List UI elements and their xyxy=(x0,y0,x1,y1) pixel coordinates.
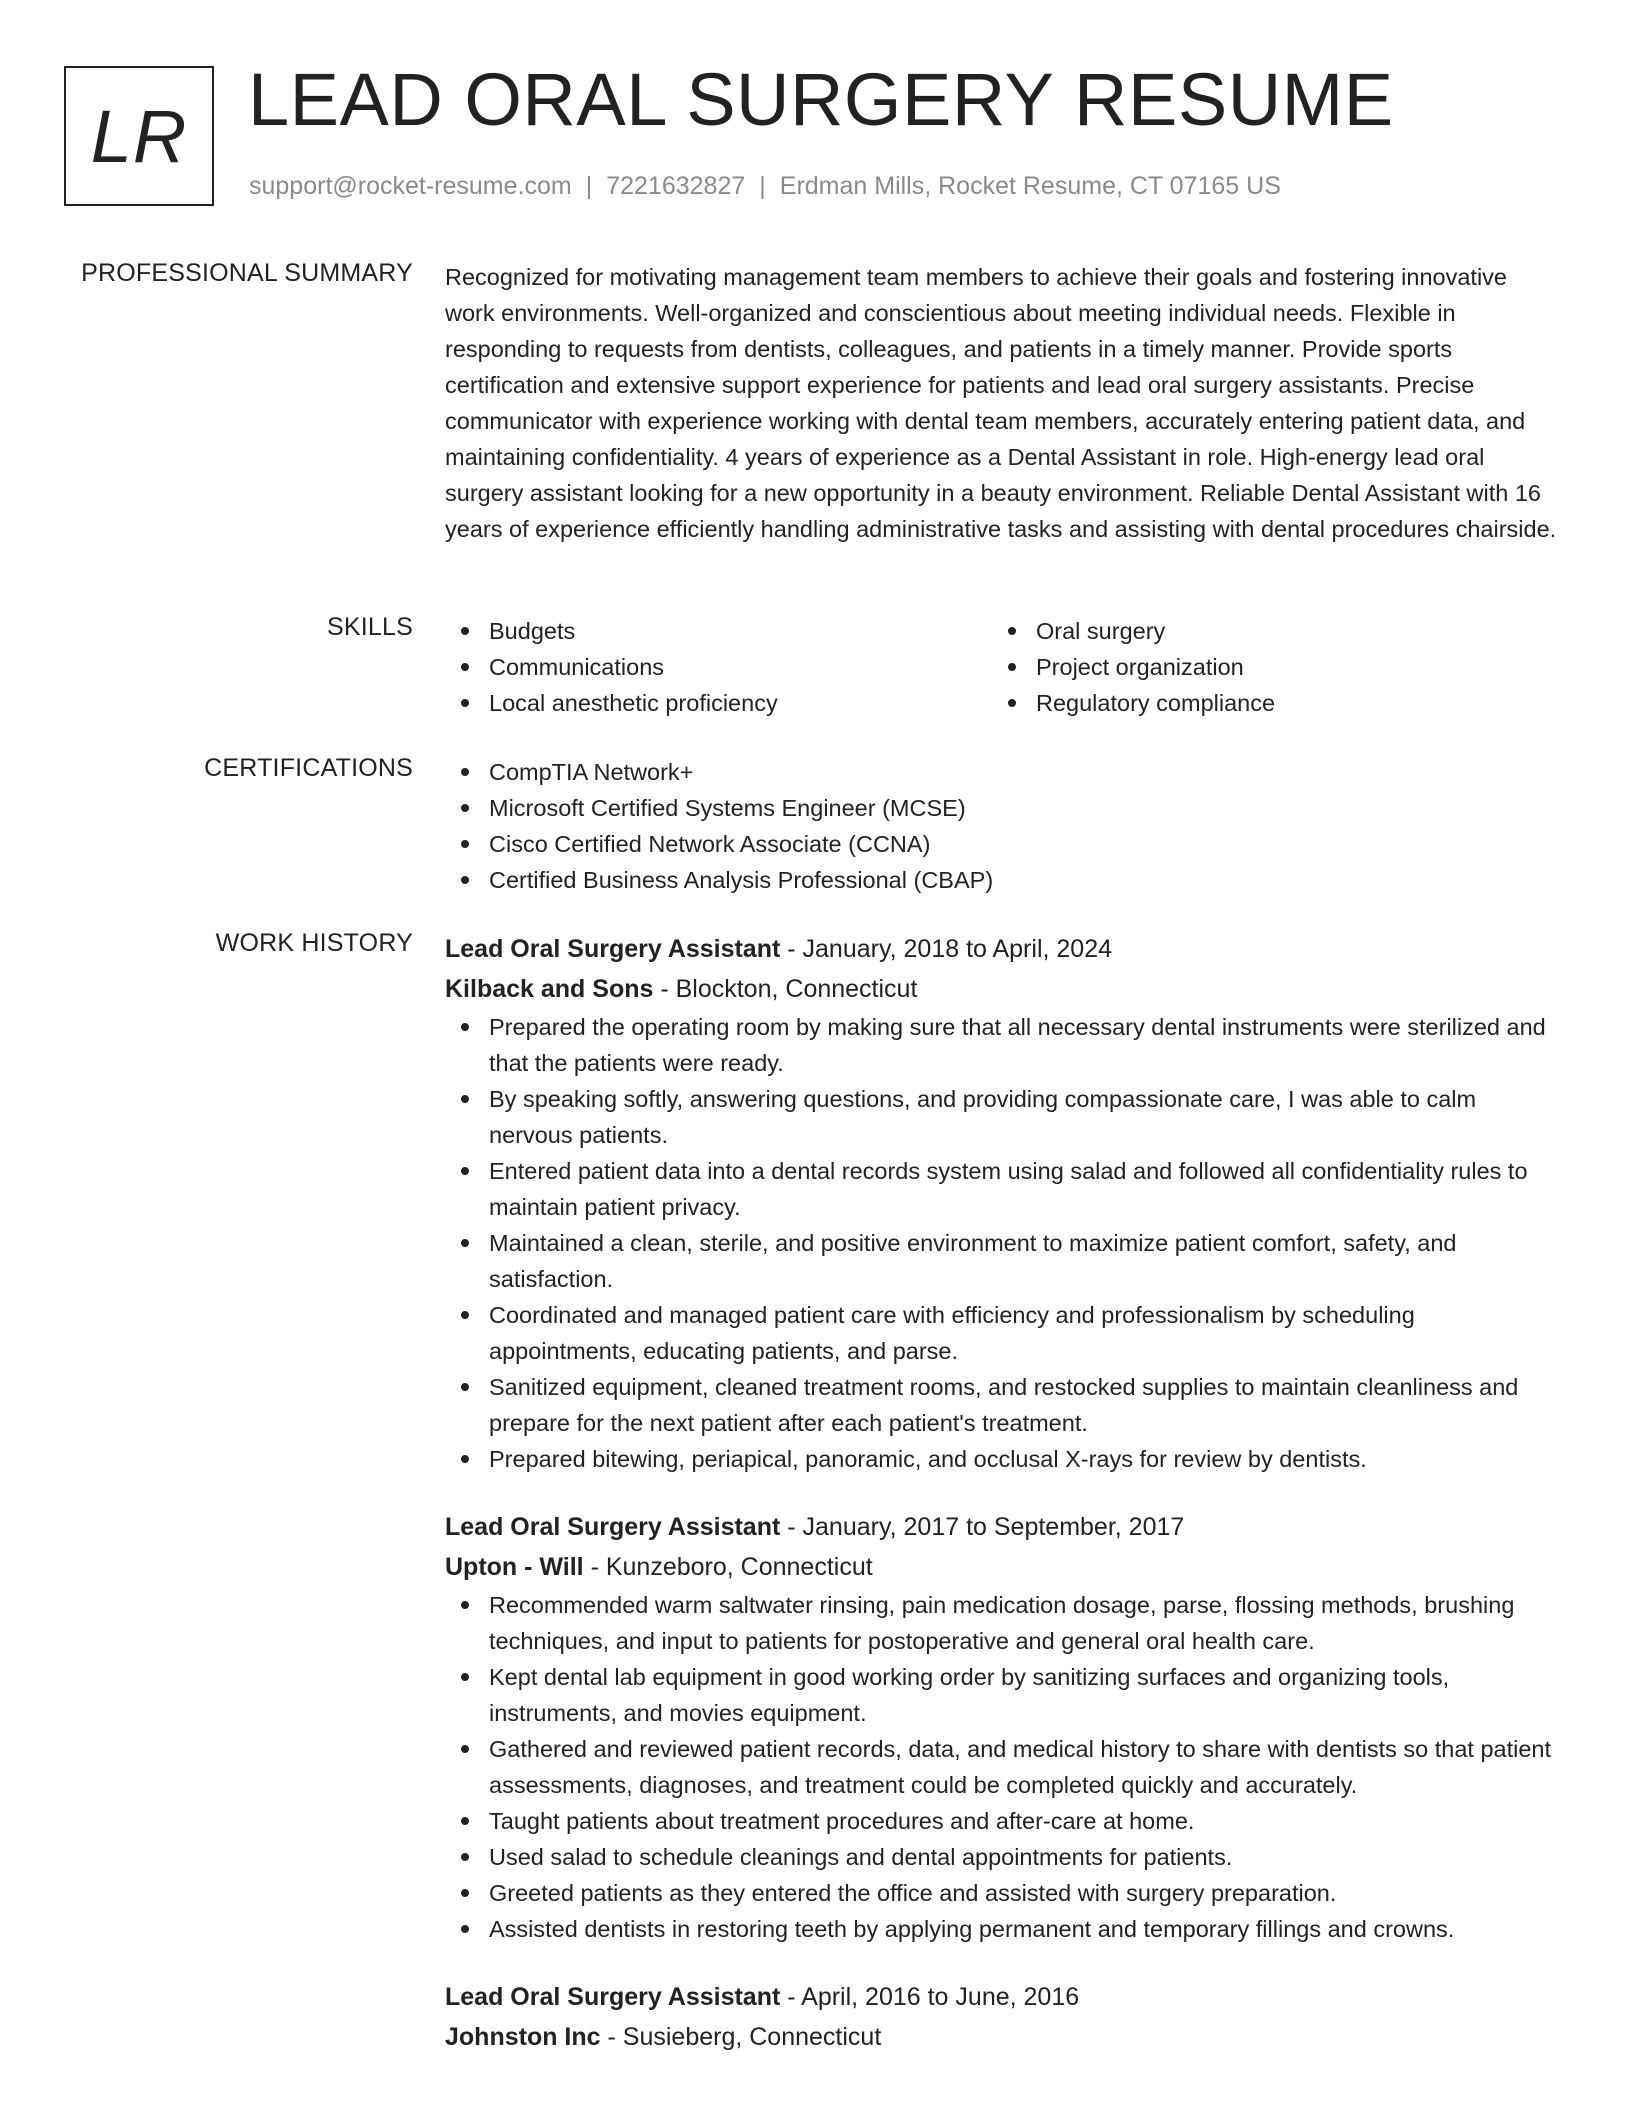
job-entry xyxy=(445,1977,1558,2057)
job-location: - Blockton, Connecticut xyxy=(653,975,918,1003)
bullet-dot xyxy=(461,1853,469,1861)
list-item: Coordinated and managed patient care with efficiency and professionalism by scheduling appointments, educating patients, and parse. xyxy=(489,1297,1558,1369)
list-item: Assisted dentists in restoring teeth by applying permanent and temporary fillings and crowns. xyxy=(489,1911,1558,1947)
skills-list-left xyxy=(445,613,992,721)
bullet-dot xyxy=(1008,699,1016,707)
job-bullets xyxy=(445,1587,1558,1947)
bullet-dot xyxy=(461,1925,469,1933)
section-label: PROFESSIONAL SUMMARY xyxy=(81,259,413,287)
bullet-dot xyxy=(461,840,469,848)
work-history-body xyxy=(445,929,1558,2057)
job-title-line xyxy=(445,1977,1558,2017)
bullet-dot xyxy=(461,1889,469,1897)
list-item: Regulatory compliance xyxy=(1036,685,1539,721)
bullet-dot xyxy=(461,627,469,635)
list-item: Microsoft Certified Systems Engineer (MCSE) xyxy=(489,790,1558,826)
bullet-dot xyxy=(461,1673,469,1681)
job-title-line xyxy=(445,1507,1558,1547)
job-dates: - April, 2016 to June, 2016 xyxy=(780,1983,1080,2011)
contact-address: Erdman Mills, Rocket Resume, CT 07165 US xyxy=(779,172,1281,200)
list-item: Local anesthetic proficiency xyxy=(489,685,992,721)
list-item: Oral surgery xyxy=(1036,613,1539,649)
bullet-dot xyxy=(461,1095,469,1103)
job-bullets xyxy=(445,1009,1558,1477)
list-item: By speaking softly, answering questions, and providing compassionate care, I was able to calm nervous patients. xyxy=(489,1081,1558,1153)
bullet-dot xyxy=(461,699,469,707)
bullet-dot xyxy=(461,1601,469,1609)
list-item: Maintained a clean, sterile, and positive environment to maximize patient comfort, safety, and satisfaction. xyxy=(489,1225,1558,1297)
list-item: Project organization xyxy=(1036,649,1539,685)
list-item: Taught patients about treatment procedures and after-care at home. xyxy=(489,1803,1558,1839)
contact-separator: | xyxy=(759,172,766,200)
bullet-dot xyxy=(461,1455,469,1463)
certifications-list xyxy=(445,754,1558,898)
resume-title: LEAD ORAL SURGERY RESUME xyxy=(248,58,1394,141)
bullet-dot xyxy=(461,1817,469,1825)
job-dates: - January, 2018 to April, 2024 xyxy=(780,935,1113,963)
list-item: Entered patient data into a dental records system using salad and followed all confidentiality rules to maintain patient privacy. xyxy=(489,1153,1558,1225)
job-title-line xyxy=(445,929,1558,969)
job-company-line xyxy=(445,2017,1558,2057)
list-item: Prepared bitewing, periapical, panoramic, and occlusal X-rays for review by dentists. xyxy=(489,1441,1558,1477)
skills-grid xyxy=(445,613,1558,721)
bullet-dot xyxy=(1008,663,1016,671)
contact-email: support@rocket-resume.com xyxy=(249,172,572,200)
list-item: Budgets xyxy=(489,613,992,649)
job-entry xyxy=(445,1507,1558,1947)
summary-body xyxy=(445,259,1558,547)
job-title: Lead Oral Surgery Assistant xyxy=(445,1983,781,2011)
job-company-line xyxy=(445,1547,1558,1587)
section-label: WORK HISTORY xyxy=(215,929,413,957)
skills-list-right xyxy=(992,613,1539,721)
bullet-dot xyxy=(461,1745,469,1753)
list-item: Prepared the operating room by making sure that all necessary dental instruments were sterilized and that the patients were ready. xyxy=(489,1009,1558,1081)
bullet-dot xyxy=(461,1023,469,1031)
job-company: Johnston Inc xyxy=(445,2023,601,2051)
bullet-dot xyxy=(461,1239,469,1247)
list-item: Used salad to schedule cleanings and dental appointments for patients. xyxy=(489,1839,1558,1875)
job-company-line xyxy=(445,969,1558,1009)
bullet-dot xyxy=(1008,627,1016,635)
job-title: Lead Oral Surgery Assistant xyxy=(445,1513,781,1541)
section-label: SKILLS xyxy=(327,613,413,641)
job-title: Lead Oral Surgery Assistant xyxy=(445,935,781,963)
list-item: Sanitized equipment, cleaned treatment rooms, and restocked supplies to maintain cleanliness and prepare for the next patient after each patient's treatment. xyxy=(489,1369,1558,1441)
bullet-dot xyxy=(461,876,469,884)
list-item: Greeted patients as they entered the office and assisted with surgery preparation. xyxy=(489,1875,1558,1911)
certifications-body xyxy=(445,754,1558,898)
contact-phone: 7221632827 xyxy=(606,172,746,200)
section-label: CERTIFICATIONS xyxy=(204,754,413,782)
bullet-dot xyxy=(461,663,469,671)
summary-text: Recognized for motivating management team members to achieve their goals and fostering innovative work environments. Well-organized and conscientious about meeting individual needs. Flexible in responding to requests from dentists, colleagues, and patients in a timely manner. Provide sports certification and extensive support experience for patients and lead oral surgery assistants. Precise communicator with experience working with dental team members, accurately entering patient data, and maintaining confidentiality. 4 years of experience as a Dental Assistant in role. High-energy lead oral surgery assistant looking for a new opportunity in a beauty environment. Reliable Dental Assistant with 16 years of experience efficiently handling administrative tasks and assisting with dental procedures chairside. xyxy=(445,264,1557,542)
job-location: - Kunzeboro, Connecticut xyxy=(583,1553,873,1581)
list-item: CompTIA Network+ xyxy=(489,754,1558,790)
list-item: Recommended warm saltwater rinsing, pain medication dosage, parse, flossing methods, brushing techniques, and input to patients for postoperative and general oral health care. xyxy=(489,1587,1558,1659)
job-location: - Susieberg, Connecticut xyxy=(600,2023,882,2051)
contact-line xyxy=(249,172,1281,201)
contact-separator: | xyxy=(585,172,593,200)
list-item: Gathered and reviewed patient records, data, and medical history to share with dentists so that patient assessments, diagnoses, and treatment could be completed quickly and accurately. xyxy=(489,1731,1558,1803)
bullet-dot xyxy=(461,1311,469,1319)
job-dates: - January, 2017 to September, 2017 xyxy=(780,1513,1185,1541)
list-item: Cisco Certified Network Associate (CCNA) xyxy=(489,826,1558,862)
job-company: Kilback and Sons xyxy=(445,975,654,1003)
skills-body xyxy=(445,613,1558,721)
bullet-dot xyxy=(461,1383,469,1391)
job-company: Upton - Will xyxy=(445,1553,584,1581)
list-item: Communications xyxy=(489,649,992,685)
monogram: LR xyxy=(64,66,214,206)
job-entry xyxy=(445,929,1558,1477)
list-item: Kept dental lab equipment in good working order by sanitizing surfaces and organizing tools, instruments, and movies equipment. xyxy=(489,1659,1558,1731)
bullet-dot xyxy=(461,1167,469,1175)
bullet-dot xyxy=(461,768,469,776)
list-item: Certified Business Analysis Professional (CBAP) xyxy=(489,862,1558,898)
bullet-dot xyxy=(461,804,469,812)
